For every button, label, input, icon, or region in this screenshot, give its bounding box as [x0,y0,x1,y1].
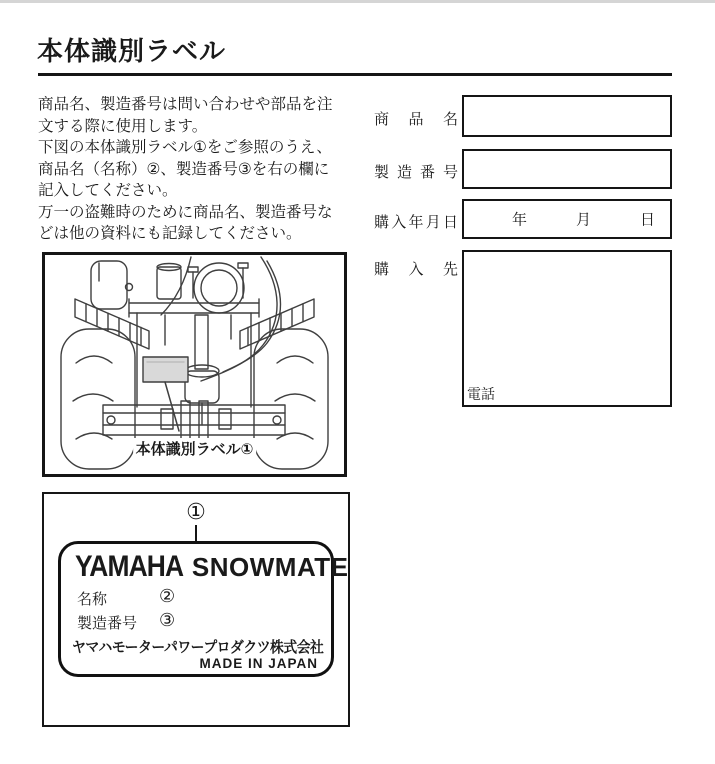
serial-number-field [462,149,672,189]
machine-figure [42,252,347,477]
intro-line: 文する際に使用します。 [38,117,208,135]
purchase-shop-label: 購入先 [374,261,458,278]
top-divider [0,0,715,3]
intro-line: どは他の資料にも記録してください。 [38,225,302,242]
left-tank [91,261,133,309]
callout-number: ① [186,499,206,524]
yamaha-logo: YAMAHA [75,550,184,583]
label-name-text: 名称 [77,591,108,608]
intro-line: 下図の本体識別ラベル①をご参照のうえ、 [38,139,332,156]
day-unit: 日 [640,211,656,229]
brand-logo-row [75,550,349,584]
purchase-date-label: 購入年月日 [374,214,458,231]
product-name-field [462,95,672,137]
snowmate-logo: SNOWMATE [191,552,349,582]
serial-number-label: 製造番号 [374,164,458,181]
intro-line: 商品名、製造番号は問い合わせや部品を注 [38,96,333,113]
figure1-caption: 本体識別ラベル① [133,438,257,459]
id-label-plate [143,357,188,382]
company-logotype: ヤマハモーターパワープロダクツ株式会社 [72,639,324,656]
year-unit: 年 [512,211,528,229]
intro-text [38,94,333,245]
label-name-row [77,586,176,609]
made-in-japan-text: MADE IN JAPAN [199,656,318,671]
id-label [58,541,349,677]
purchase-date-field [462,199,672,239]
product-name-label: 商品名 [374,111,458,128]
purchase-shop-field [462,250,672,407]
label-serial-row [77,610,176,633]
page-title: 本体識別ラベル [37,36,227,66]
month-unit: 月 [576,211,592,229]
intro-line: 記入してください。 [38,182,178,199]
callout-connector-line [195,525,197,541]
label-figure [42,492,350,727]
phone-label: 電話 [467,386,495,402]
label-serial-text: 製造番号 [77,615,138,632]
intro-line: 商品名（名称）②、製造番号③を右の欄に [38,160,330,178]
title-underline [38,73,672,76]
leader-line [165,382,179,431]
label-serial-ref: ③ [159,610,176,630]
intro-line: 万一の盗難時のために商品名、製造番号な [38,203,333,221]
label-name-ref: ② [159,586,176,606]
